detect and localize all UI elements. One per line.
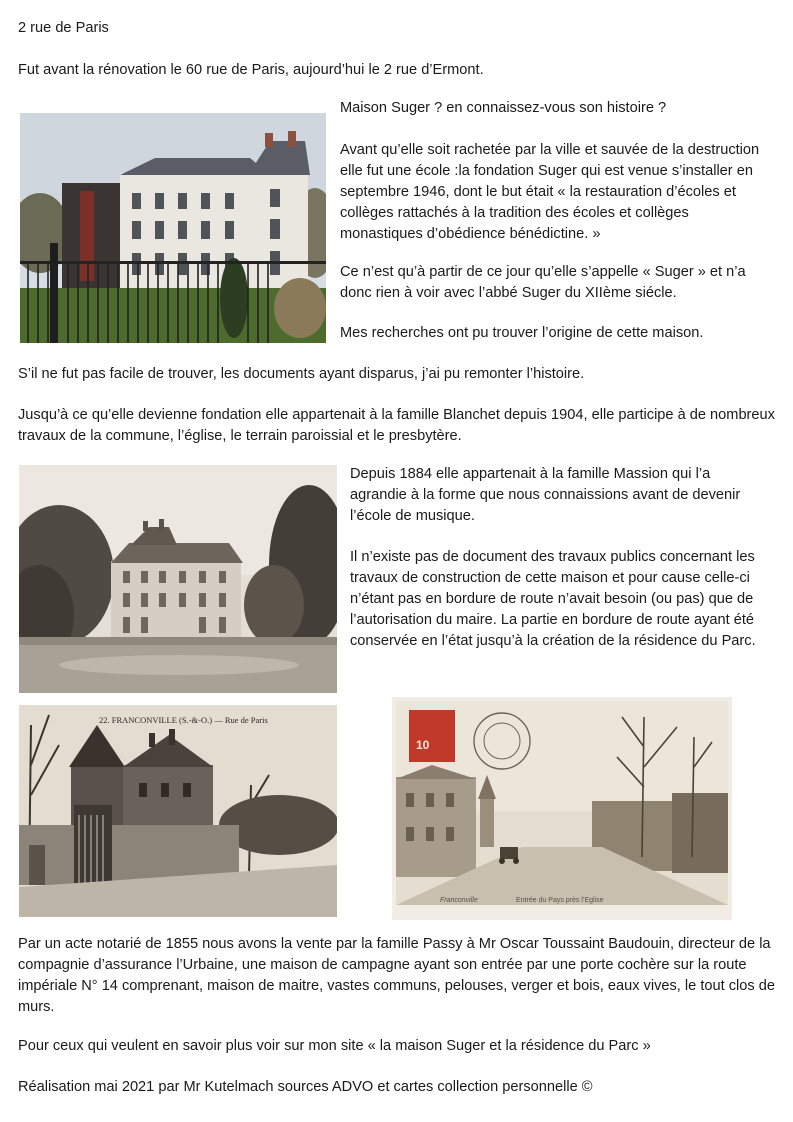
page-title: 2 rue de Paris [18,20,109,36]
credits: Réalisation mai 2021 par Mr Kutelmach sources ADVO et cartes collection personnelle © [18,1079,593,1095]
stamp-value: 10 [416,738,430,752]
section2-paragraph-2: Il n’existe pas de document des travaux publics concernant les travaux de construction de cette maison et pour cause celle-ci n’étant pas en bordure de route n’avait besoin (ou pas) que de l’autorisation du maire. La partie en bordure de route ayant été conservée en l’état jusqu’à la création de la résidence du Parc. [350,549,756,649]
paragraph-website: Pour ceux qui veulent en savoir plus voir sur mon site « la maison Suger et la résidence du Parc » [18,1038,651,1054]
section1-paragraph-1: Avant qu’elle soit rachetée par la ville et sauvée de la destruction elle fut une école :la fondation Suger qui est venue s’installer en septembre 1946, dont le but était « la restauration d’écoles et collèges rattachés à la tradition des écoles et collèges monastiques d’obédience bénédictine. » [340,142,760,242]
section1-paragraph-3: Mes recherches ont pu trouver l’origine de cette maison. [340,325,704,341]
subtitle: Fut avant la rénovation le 60 rue de Paris, aujourd’hui le 2 rue d’Ermont. [18,62,484,78]
old-house-postcard [19,465,337,693]
rue-de-paris-caption: 22. FRANCONVILLE (S.-&-O.) — Rue de Paris [99,715,268,725]
section2-paragraph-1: Depuis 1884 elle appartenait à la famille Massion qui l’a agrandie à la forme que nous connaissions avant de devenir l’école de musique. [350,466,741,524]
franconville-postcard [392,697,732,920]
paragraph-blanchet: Jusqu’à ce qu’elle devienne fondation elle appartenait à la famille Blanchet depuis 1904, elle participe à de nombreux travaux de la commune, l’église, le terrain paroissial et le presbytère. [18,407,775,444]
paragraph-history: S’il ne fut pas facile de trouver, les documents ayant disparus, j’ai pu remonter l’histoire. [18,366,585,382]
section1-question: Maison Suger ? en connaissez-vous son histoire ? [340,100,667,116]
section1-paragraph-2: Ce n’est qu’à partir de ce jour qu’elle s’appelle « Suger » et n’a donc rien à voir avec l’abbé Suger du XIIème siécle. [340,264,746,301]
paragraph-passy-sale: Par un acte notarié de 1855 nous avons la vente par la famille Passy à Mr Oscar Toussaint Baudouin, directeur de la compagnie d’assurance l’Urbaine, une maison de campagne ayant son entrée par une porte cochère sur la route impériale N° 14 comprenant, maison de maitre, vastes communs, pelouses, verger et bois, eaux vives, le tout clos de murs. [18,936,775,1015]
rue-de-paris-postcard [19,705,337,917]
maison-suger-photo [20,113,326,343]
franconville-caption-place: Franconville [440,897,478,904]
franconville-caption: Entrée du Pays près l’Eglise [516,897,604,904]
